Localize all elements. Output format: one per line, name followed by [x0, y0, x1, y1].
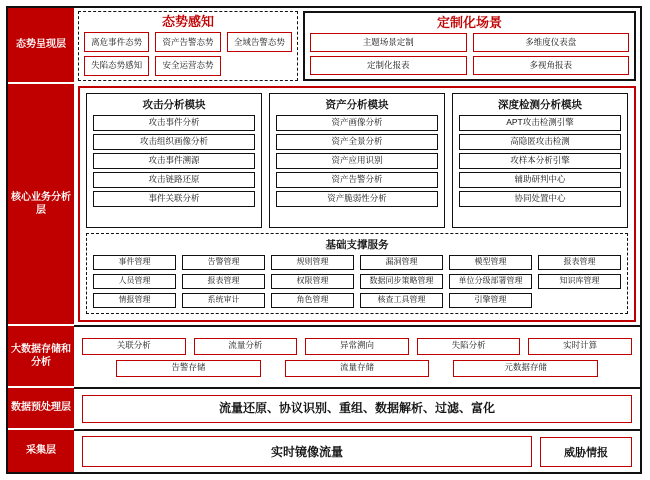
- layer-label-preprocess: 数据预处理层: [8, 388, 74, 430]
- chip-base-11[interactable]: 知识库管理: [538, 274, 621, 289]
- chip-detect-0[interactable]: APT攻击检测引擎: [459, 115, 621, 131]
- chip-asset-2[interactable]: 资产应用识别: [276, 153, 438, 169]
- chip-present-right-2[interactable]: 定制化报表: [310, 56, 467, 75]
- chip-attack-3[interactable]: 攻击链路还原: [93, 172, 255, 188]
- chip-attack-0[interactable]: 攻击事件分析: [93, 115, 255, 131]
- chip-base-0[interactable]: 事件管理: [93, 255, 176, 270]
- bigdata-storage-items: [82, 360, 632, 377]
- chip-base-3[interactable]: 漏洞管理: [360, 255, 443, 270]
- diagram-frame: [6, 6, 642, 474]
- custom-scenario-title: 定制化场景: [436, 15, 502, 30]
- chip-base-4[interactable]: 模型管理: [449, 255, 532, 270]
- chip-present-right-1[interactable]: 多维度仪表盘: [473, 33, 630, 52]
- chip-present-left-3[interactable]: 失陷态势感知: [84, 56, 149, 76]
- preprocess-label[interactable]: 流量还原、协议识别、重组、数据解析、过滤、富化: [82, 395, 632, 422]
- situation-awareness-panel: [78, 11, 298, 81]
- chip-asset-0[interactable]: 资产画像分析: [276, 115, 438, 131]
- chip-asset-3[interactable]: 资产告警分析: [276, 172, 438, 188]
- chip-attack-1[interactable]: 攻击组织画像分析: [93, 134, 255, 150]
- chip-bigdata-2[interactable]: 异常溯向: [305, 338, 409, 355]
- base-support-items: [93, 255, 621, 308]
- chip-bigdata-3[interactable]: 失陷分析: [417, 338, 521, 355]
- chip-base-10[interactable]: 单位分级部署管理: [449, 274, 532, 289]
- module-attack-analysis-title: 攻击分析模块: [142, 99, 206, 111]
- bigdata-analysis-items: [82, 338, 632, 355]
- module-asset-analysis-title: 资产分析模块: [325, 99, 389, 111]
- chip-base-15[interactable]: 核查工具管理: [360, 293, 443, 308]
- module-deep-detection: [452, 93, 628, 228]
- chip-asset-1[interactable]: 资产全景分析: [276, 134, 438, 150]
- module-attack-analysis-list: [93, 115, 255, 222]
- chip-base-6[interactable]: 人员管理: [93, 274, 176, 289]
- chip-bigdata-0[interactable]: 关联分析: [82, 338, 186, 355]
- layer-label-core: 核心业务分析层: [8, 84, 74, 326]
- chip-bigdata-4[interactable]: 实时计算: [528, 338, 632, 355]
- chip-present-left-2[interactable]: 全域告警态势: [227, 32, 292, 52]
- layer-label-collect: 采集层: [8, 430, 74, 472]
- situation-awareness-items: [84, 32, 292, 76]
- layer-rail: [8, 8, 74, 472]
- chip-asset-4[interactable]: 资产脆弱性分析: [276, 191, 438, 207]
- bigdata-layer-row: [74, 325, 640, 387]
- present-layer-row: [74, 8, 640, 84]
- collect-threat-intel[interactable]: 威胁情报: [540, 437, 632, 467]
- module-asset-analysis-list: [276, 115, 438, 222]
- chip-attack-2[interactable]: 攻击事件溯源: [93, 153, 255, 169]
- chip-present-right-3[interactable]: 多视角报表: [473, 56, 630, 75]
- chip-base-9[interactable]: 数据同步策略管理: [360, 274, 443, 289]
- chip-base-2[interactable]: 规则管理: [271, 255, 354, 270]
- core-layer-row: [78, 86, 636, 322]
- chip-attack-4[interactable]: 事件关联分析: [93, 191, 255, 207]
- chip-detect-2[interactable]: 攻样本分析引擎: [459, 153, 621, 169]
- module-attack-analysis: [86, 93, 262, 228]
- chip-present-left-4[interactable]: 安全运营态势: [155, 56, 220, 76]
- chip-present-left-1[interactable]: 资产告警态势: [155, 32, 220, 52]
- module-asset-analysis: [269, 93, 445, 228]
- layer-label-present: 态势呈现层: [8, 8, 74, 84]
- layer-label-bigdata: 大数据存储和分析: [8, 326, 74, 388]
- chip-base-12[interactable]: 情报管理: [93, 293, 176, 308]
- chip-bigdata-1[interactable]: 流量分析: [194, 338, 298, 355]
- core-modules: [86, 93, 628, 228]
- module-deep-detection-title: 深度检测分析模块: [498, 99, 582, 111]
- chip-storage-1[interactable]: 流量存储: [285, 360, 430, 377]
- custom-scenario-items: [310, 33, 629, 75]
- chip-detect-3[interactable]: 辅助研判中心: [459, 172, 621, 188]
- chip-base-7[interactable]: 报表管理: [182, 274, 265, 289]
- chip-detect-1[interactable]: 高隐匿攻击检测: [459, 134, 621, 150]
- base-support-services: [86, 233, 628, 314]
- chip-base-1[interactable]: 告警管理: [182, 255, 265, 270]
- module-deep-detection-list: [459, 115, 621, 222]
- chip-storage-0[interactable]: 告警存储: [116, 360, 261, 377]
- chip-base-13[interactable]: 系统审计: [182, 293, 265, 308]
- chip-base-8[interactable]: 权限管理: [271, 274, 354, 289]
- chip-present-left-0[interactable]: 离危事件态势: [84, 32, 149, 52]
- preprocess-layer-row: [74, 387, 640, 429]
- diagram-content: [74, 8, 640, 472]
- base-support-title: 基础支撑服务: [325, 239, 389, 251]
- custom-scenario-panel: [303, 11, 636, 81]
- chip-base-16[interactable]: 引擎管理: [449, 293, 532, 308]
- chip-base-5[interactable]: 报表管理: [538, 255, 621, 270]
- situation-awareness-title: 态势感知: [161, 14, 214, 29]
- chip-storage-2[interactable]: 元数据存储: [453, 360, 598, 377]
- chip-base-14[interactable]: 角色管理: [271, 293, 354, 308]
- collect-mirror-traffic[interactable]: 实时镜像流量: [82, 436, 532, 467]
- collect-layer-row: [74, 429, 640, 472]
- chip-present-right-0[interactable]: 主题场景定制: [310, 33, 467, 52]
- chip-detect-4[interactable]: 协同处置中心: [459, 191, 621, 207]
